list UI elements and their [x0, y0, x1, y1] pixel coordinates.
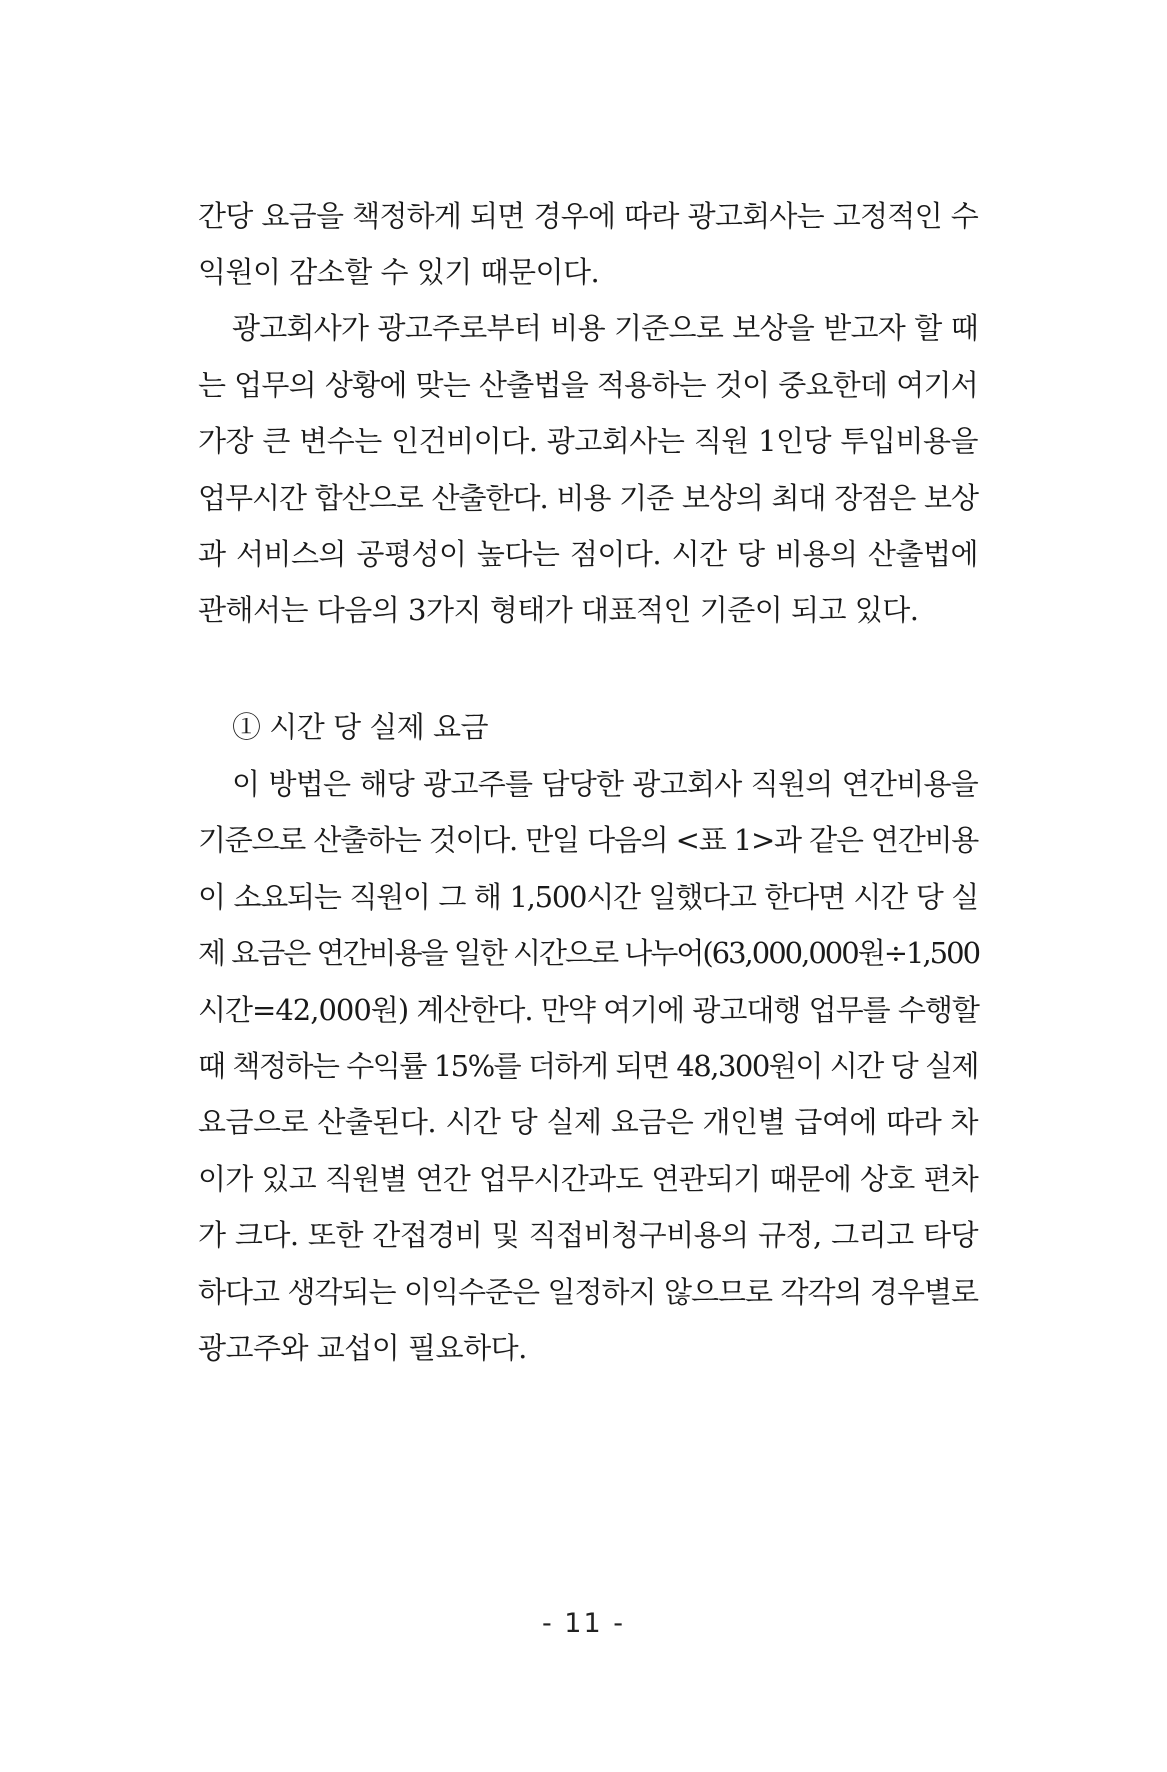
paragraph-3-line-8: 이가 있고 직원별 연간 업무시간과도 연관되기 때문에 상호 편차: [198, 1162, 978, 1196]
paragraph-2-line-6: 관해서는 다음의 3가지 형태가 대표적인 기준이 되고 있다.: [198, 593, 919, 627]
paragraph-3-line-7: 요금으로 산출된다. 시간 당 실제 요금은 개인별 급여에 따라 차: [198, 1105, 978, 1139]
paragraph-2-line-1: 광고회사가 광고주로부터 비용 기준으로 보상을 받고자 할 때: [232, 311, 978, 345]
paragraph-3-line-9: 가 크다. 또한 간접경비 및 직접비청구비용의 규정, 그리고 타당: [198, 1218, 978, 1252]
paragraph-2-line-2: 는 업무의 상황에 맞는 산출법을 적용하는 것이 중요한데 여기서: [198, 368, 978, 402]
paragraph-1-line-2: 익원이 감소할 수 있기 때문이다.: [198, 255, 600, 289]
paragraph-2-line-3: 가장 큰 변수는 인건비이다. 광고회사는 직원 1인당 투입비용을: [198, 424, 978, 458]
paragraph-3-line-3: 이 소요되는 직원이 그 해 1,500시간 일했다고 한다면 시간 당 실: [198, 880, 978, 914]
paragraph-3-line-5: 시간=42,000원) 계산한다. 만약 여기에 광고대행 업무를 수행할: [198, 993, 979, 1027]
paragraph-3-line-10: 하다고 생각되는 이익수준은 일정하지 않으므로 각각의 경우별로: [198, 1275, 978, 1309]
paragraph-3-line-1: 이 방법은 해당 광고주를 담당한 광고회사 직원의 연간비용을: [232, 767, 978, 801]
paragraph-2-line-4: 업무시간 합산으로 산출한다. 비용 기준 보상의 최대 장점은 보상: [198, 481, 978, 515]
paragraph-2-line-5: 과 서비스의 공평성이 높다는 점이다. 시간 당 비용의 산출법에: [198, 537, 978, 571]
paragraph-3-line-2: 기준으로 산출하는 것이다. 만일 다음의 <표 1>과 같은 연간비용: [198, 823, 978, 857]
paragraph-1-line-1: 간당 요금을 책정하게 되면 경우에 따라 광고회사는 고정적인 수: [198, 199, 978, 233]
paragraph-3-line-11: 광고주와 교섭이 필요하다.: [198, 1331, 527, 1365]
paragraph-3-line-4: 제 요금은 연간비용을 일한 시간으로 나누어(63,000,000원÷1,500: [198, 936, 980, 970]
paragraph-3-line-6: 때 책정하는 수익률 15%를 더하게 되면 48,300원이 시간 당 실제: [198, 1049, 978, 1083]
section-heading: ① 시간 당 실제 요금: [232, 710, 488, 744]
page-number: - 11 -: [541, 1608, 625, 1639]
